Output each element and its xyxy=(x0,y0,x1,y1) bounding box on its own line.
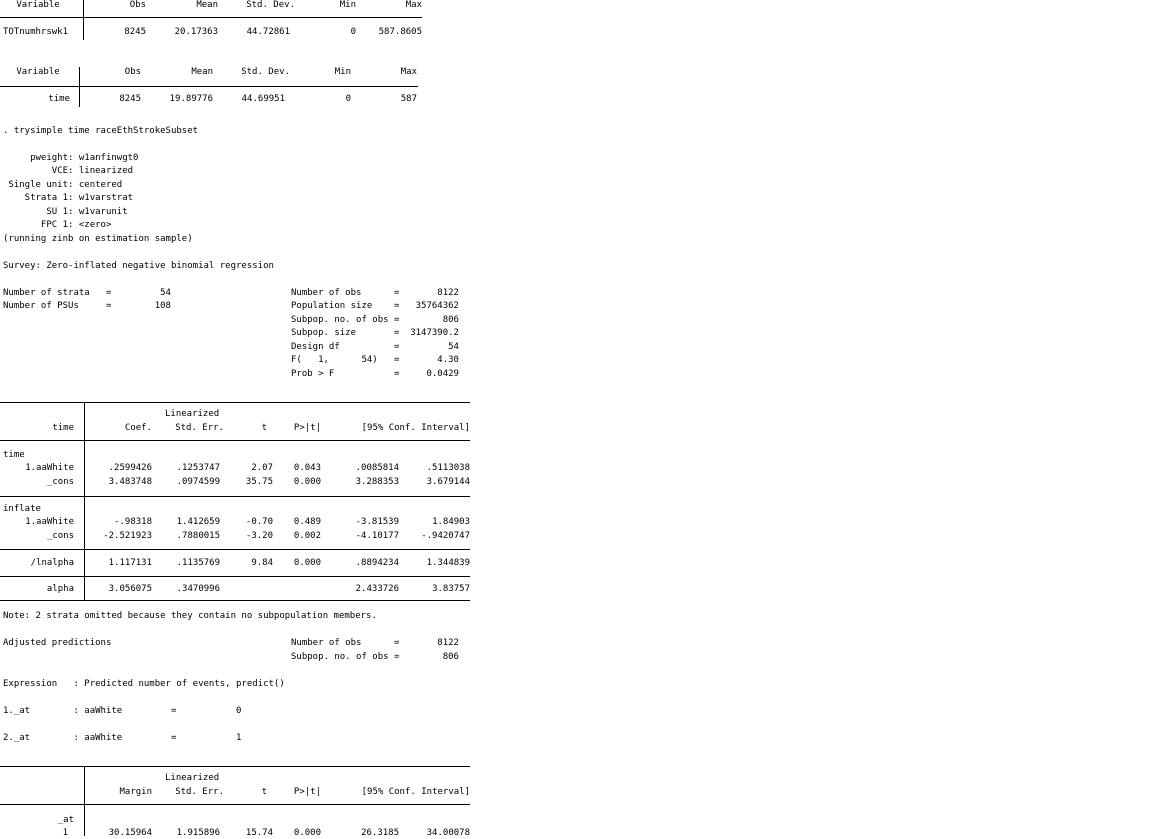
reg-header-t: t xyxy=(261,423,267,433)
margins-row-t: 15.74 xyxy=(245,828,273,838)
margins-subpop-nobs: Subpop. no. of obs = 806 xyxy=(291,652,459,662)
reg-alpha-se: .3470996 xyxy=(176,584,220,594)
reg-row-coef: 3.483748 xyxy=(108,477,152,487)
margins-nobs: Number of obs = 8122 xyxy=(291,638,459,648)
reg-lnalpha-se: .1135769 xyxy=(176,558,220,568)
strata-note: Note: 2 strata omitted because they contain no subpopulation members. xyxy=(3,611,377,621)
reg-row-t: 35.75 xyxy=(245,477,273,487)
margins-header-t: t xyxy=(261,787,267,797)
reg-eq-inflate: inflate xyxy=(3,504,41,514)
stat-design-df: Design df = 54 xyxy=(291,342,459,352)
sum2-row-max: 587 xyxy=(400,94,417,104)
sum2-header-sd: Std. Dev. xyxy=(241,67,290,77)
sum2-row-sd: 44.69951 xyxy=(241,94,285,104)
sum1-header-obs: Obs xyxy=(129,0,146,10)
sum2-rule xyxy=(0,86,418,87)
margins-header-p: P>|t| xyxy=(293,787,321,797)
reg-rule-eq2 xyxy=(0,549,470,550)
margins-header-margin: Margin xyxy=(119,787,152,797)
margins-header-ci: [95% Conf. Interval] xyxy=(361,787,470,797)
svyset-fpc: FPC 1: <zero> xyxy=(3,220,112,230)
reg-bottom-rule xyxy=(0,600,470,601)
margins-row-se: 1.915896 xyxy=(176,828,220,838)
sum1-row-obs: 8245 xyxy=(124,27,146,37)
sum1-row-max: 587.8605 xyxy=(378,27,422,37)
reg-row-ci-hi: .5113038 xyxy=(426,463,470,473)
reg-header-se: Std. Err. xyxy=(175,423,224,433)
svyset-single-unit: Single unit: centered xyxy=(3,180,123,190)
reg-lnalpha-coef: 1.117131 xyxy=(108,558,152,568)
survey-title: Survey: Zero-inflated negative binomial regression xyxy=(3,261,274,271)
margins-row-at: 1 xyxy=(62,828,68,838)
margins-title: Adjusted predictions xyxy=(3,638,112,648)
reg-divider xyxy=(84,402,85,600)
reg-header-coef: Coef. xyxy=(124,423,152,433)
sum1-rule xyxy=(0,17,422,18)
reg-row-label: 1.aaWhite xyxy=(25,517,74,527)
sum2-header-variable: Variable xyxy=(16,67,60,77)
sum2-header-mean: Mean xyxy=(191,67,213,77)
svyset-su: SU 1: w1varunit xyxy=(3,207,128,217)
reg-lnalpha-label: /lnalpha xyxy=(30,558,74,568)
reg-row-se: .0974599 xyxy=(176,477,220,487)
sum1-row-sd: 44.72861 xyxy=(246,27,290,37)
reg-alpha-coef: 3.056075 xyxy=(108,584,152,594)
stat-popsize: Population size = 35764362 xyxy=(291,301,459,311)
sum1-header-variable: Variable xyxy=(16,0,60,10)
sum1-row-variable: TOTnumhrswk1 xyxy=(3,27,69,37)
command-line: . trysimple time raceEthStrokeSubset xyxy=(3,126,199,136)
reg-row-t: -3.20 xyxy=(245,531,273,541)
svyset-vce: VCE: linearized xyxy=(3,166,134,176)
reg-row-ci-lo: -4.10177 xyxy=(355,531,399,541)
stat-nobs: Number of obs = 8122 xyxy=(291,288,459,298)
reg-row-se: .1253747 xyxy=(176,463,220,473)
reg-row-p: 0.043 xyxy=(293,463,321,473)
reg-alpha-ci-hi: 3.83757 xyxy=(432,584,470,594)
reg-row-se: .7880015 xyxy=(176,531,220,541)
reg-lnalpha-t: 9.84 xyxy=(251,558,273,568)
psu-count: Number of PSUs = 108 xyxy=(3,301,171,311)
reg-row-ci-lo: .0085814 xyxy=(355,463,399,473)
margins-row-ci-lo: 26.3185 xyxy=(361,828,399,838)
sum2-row-min: 0 xyxy=(345,94,351,104)
sum1-header-max: Max xyxy=(405,0,422,10)
sum2-header-max: Max xyxy=(400,67,417,77)
reg-row-ci-lo: 3.288353 xyxy=(355,477,399,487)
margins-divider xyxy=(84,766,85,836)
reg-row-p: 0.002 xyxy=(293,531,321,541)
stat-subpop-size: Subpop. size = 3147390.2 xyxy=(291,328,459,338)
margins-row-ci-hi: 34.00078 xyxy=(426,828,470,838)
reg-lnalpha-p: 0.000 xyxy=(293,558,321,568)
reg-row-ci-hi: 3.679144 xyxy=(426,477,470,487)
sum1-header-sd: Std. Dev. xyxy=(246,0,295,10)
sum2-row-variable: time xyxy=(48,94,70,104)
reg-eq-time: time xyxy=(3,450,25,460)
margins-header-rule xyxy=(0,804,470,805)
reg-rule-eq1 xyxy=(0,496,470,497)
reg-header-rule xyxy=(0,440,470,441)
reg-depvar: time xyxy=(52,423,74,433)
reg-row-t: -0.70 xyxy=(245,517,273,527)
reg-row-coef: -2.521923 xyxy=(103,531,152,541)
sum2-header-min: Min xyxy=(334,67,351,77)
reg-header-ci: [95% Conf. Interval] xyxy=(361,423,470,433)
sum2-row-mean: 19.89776 xyxy=(169,94,213,104)
stat-f: F( 1, 54) = 4.30 xyxy=(291,355,459,365)
reg-row-ci-hi: -.9420747 xyxy=(421,531,470,541)
reg-row-se: 1.412659 xyxy=(176,517,220,527)
svyset-pweight: pweight: w1anfinwgt0 xyxy=(3,153,139,163)
reg-row-label: _cons xyxy=(46,531,74,541)
margins-expression: Expression : Predicted number of events, predict() xyxy=(3,679,285,689)
reg-rule-lnalpha xyxy=(0,576,470,577)
margins-header-se: Std. Err. xyxy=(175,787,224,797)
svyset-strata: Strata 1: w1varstrat xyxy=(3,193,134,203)
sum1-row-min: 0 xyxy=(350,27,356,37)
reg-lnalpha-ci-lo: .8894234 xyxy=(355,558,399,568)
reg-linearized-label: Linearized xyxy=(165,409,220,419)
sum1-header-min: Min xyxy=(339,0,356,10)
margins-row-margin: 30.15964 xyxy=(108,828,152,838)
strata-count: Number of strata = 54 xyxy=(3,288,171,298)
sum1-header-mean: Mean xyxy=(196,0,218,10)
margins-linearized-label: Linearized xyxy=(165,773,220,783)
reg-row-coef: -.98318 xyxy=(114,517,152,527)
running-note: (running zinb on estimation sample) xyxy=(3,234,193,244)
reg-row-label: 1.aaWhite xyxy=(25,463,74,473)
margins-top-rule xyxy=(0,766,470,767)
reg-lnalpha-ci-hi: 1.344839 xyxy=(426,558,470,568)
sum1-row-mean: 20.17363 xyxy=(174,27,218,37)
margins-at-label: _at xyxy=(57,815,74,825)
stat-subpop-nobs: Subpop. no. of obs = 806 xyxy=(291,315,459,325)
reg-row-p: 0.000 xyxy=(293,477,321,487)
reg-top-rule xyxy=(0,402,470,403)
reg-row-label: _cons xyxy=(46,477,74,487)
sum2-header-obs: Obs xyxy=(124,67,141,77)
reg-row-ci-hi: 1.84903 xyxy=(432,517,470,527)
reg-row-ci-lo: -3.81539 xyxy=(355,517,399,527)
reg-row-p: 0.489 xyxy=(293,517,321,527)
reg-row-coef: .2599426 xyxy=(108,463,152,473)
reg-row-t: 2.07 xyxy=(251,463,273,473)
margins-at-2: 2._at : aaWhite = 1 xyxy=(3,733,242,743)
reg-alpha-label: alpha xyxy=(46,584,74,594)
sum2-divider xyxy=(79,67,80,107)
reg-header-p: P>|t| xyxy=(293,423,321,433)
reg-alpha-ci-lo: 2.433726 xyxy=(355,584,399,594)
stat-prob-f: Prob > F = 0.0429 xyxy=(291,369,459,379)
margins-at-1: 1._at : aaWhite = 0 xyxy=(3,706,242,716)
sum1-divider xyxy=(83,0,84,40)
sum2-row-obs: 8245 xyxy=(119,94,141,104)
margins-row-p: 0.000 xyxy=(293,828,321,838)
